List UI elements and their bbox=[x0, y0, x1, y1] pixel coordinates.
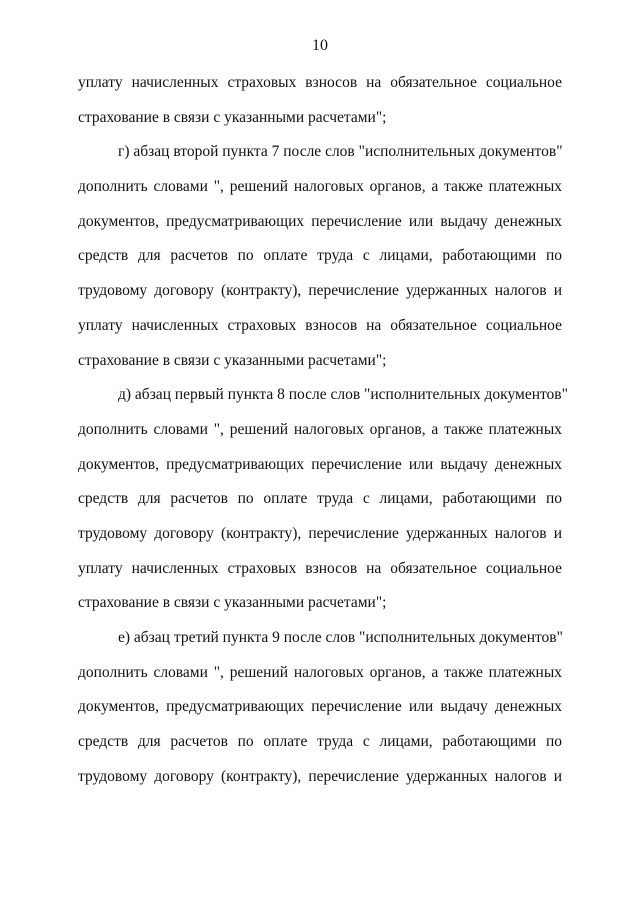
paragraph-d-start: д) абзац первый пункта 8 после слов "исполнительных документов" bbox=[118, 386, 568, 404]
text-line: уплату начисленных страховых взносов на обязательное социальное bbox=[78, 74, 562, 91]
text-line: страхование в связи с указанными расчетами"; bbox=[78, 594, 387, 612]
text-line: трудовому договору (контракту), перечисление удержанных налогов и bbox=[78, 767, 562, 785]
document-body bbox=[78, 72, 568, 800]
text-line: дополнить словами ", решений налоговых органов, а также платежных bbox=[78, 178, 562, 196]
text-line: документов, предусматривающих перечисление или выдачу денежных bbox=[78, 698, 562, 716]
text-line: уплату начисленных страховых взносов на обязательное социальное bbox=[78, 559, 562, 577]
page-number: 10 bbox=[312, 37, 328, 54]
text-line: дополнить словами ", решений налоговых органов, а также платежных bbox=[78, 420, 562, 438]
paragraph-g-start: г) абзац второй пункта 7 после слов "исполнительных документов" bbox=[118, 143, 563, 161]
text-line: средств для расчетов по оплате труда с лицами, работающими по bbox=[78, 490, 562, 508]
paragraph-e-start: е) абзац третий пункта 9 после слов "исполнительных документов" bbox=[118, 629, 563, 646]
text-line: дополнить словами ", решений налоговых органов, а также платежных bbox=[78, 663, 562, 681]
text-line: страхование в связи с указанными расчетами"; bbox=[78, 108, 387, 126]
text-line: средств для расчетов по оплате труда с лицами, работающими по bbox=[78, 247, 562, 265]
text-line: документов, предусматривающих перечисление или выдачу денежных bbox=[78, 212, 562, 230]
text-line: уплату начисленных страховых взносов на обязательное социальное bbox=[78, 316, 562, 334]
text-line: трудовому договору (контракту), перечисление удержанных налогов и bbox=[78, 282, 562, 300]
text-line: средств для расчетов по оплате труда с лицами, работающими по bbox=[78, 733, 562, 751]
text-line: документов, предусматривающих перечисление или выдачу денежных bbox=[78, 455, 562, 473]
text-line: страхование в связи с указанными расчетами"; bbox=[78, 351, 387, 369]
text-line: трудовому договору (контракту), перечисление удержанных налогов и bbox=[78, 524, 562, 542]
